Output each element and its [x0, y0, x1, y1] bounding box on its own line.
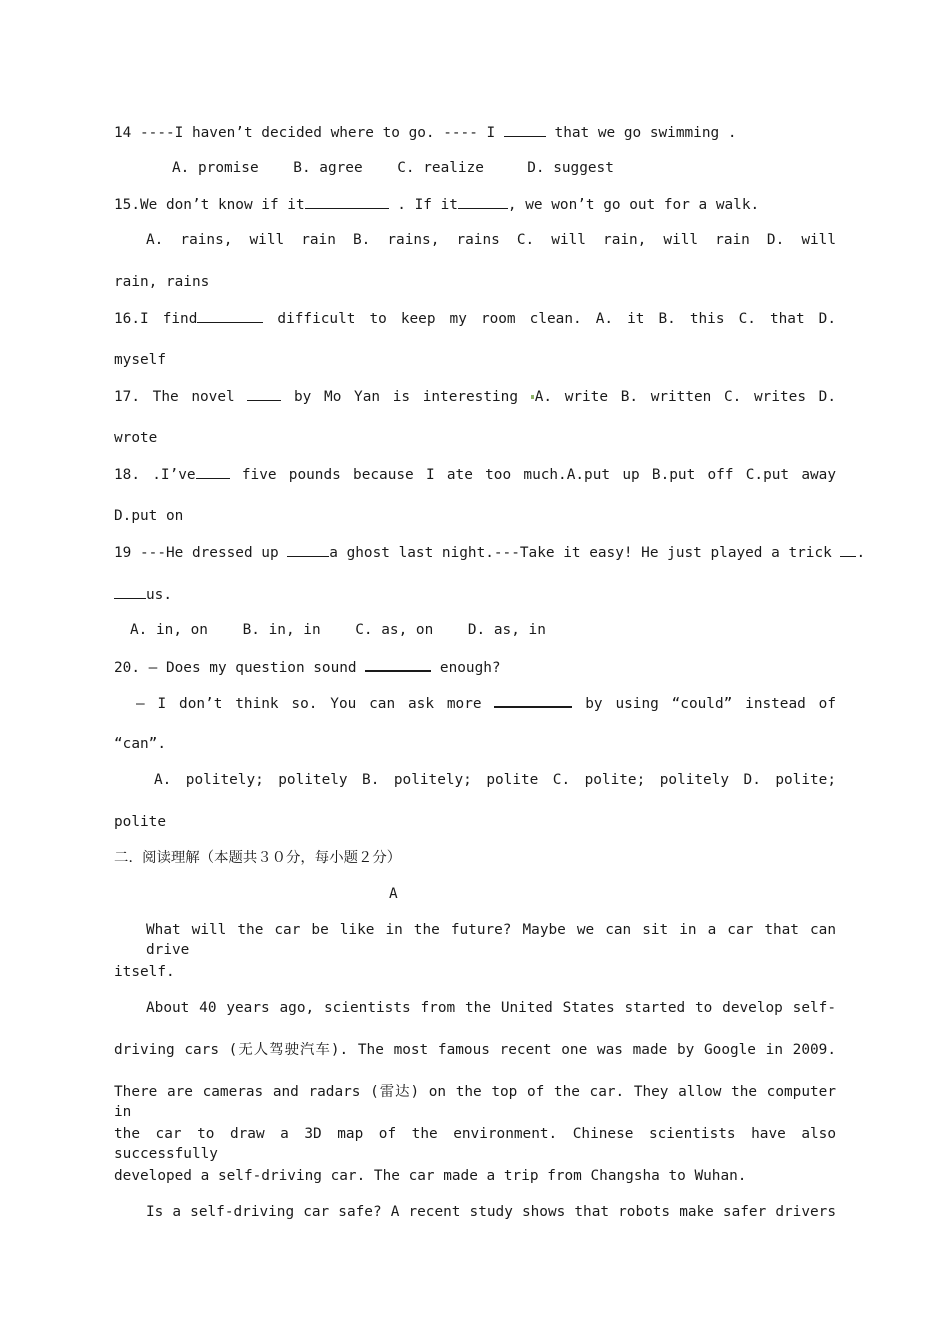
q14-blank — [504, 122, 546, 137]
q19-stem-c: . — [856, 545, 866, 561]
q20-line2-b: by using “could” instead of — [572, 696, 836, 712]
question-14-options: A. promise B. agree C. realize D. suggest — [172, 160, 614, 176]
q19-blank-2-cont — [114, 584, 146, 599]
question-15-options: A. rains, will rain B. rains, rains C. will rain, will rain D. will — [146, 232, 836, 248]
q19-stem-a: 19 ---He dressed up — [114, 545, 288, 561]
q20-line2-a: — I don’t think so. You can ask more — [136, 696, 495, 712]
question-20-options: A. politely; politely B. politely; polite C. polite; politely D. polite; — [154, 772, 836, 788]
q15-blank-1 — [305, 194, 389, 209]
section-heading: 二. 阅读理解（本题共３０分，每小题２分） — [114, 850, 402, 866]
question-20-line2 — [136, 692, 836, 714]
question-15-options-cont: rain, rains — [114, 274, 210, 290]
q17-blank — [247, 386, 281, 401]
q16-stem-a: 16.I find — [114, 311, 198, 327]
passage-p2-line5: developed a self-driving car. The car made a trip from Changsha to Wuhan. — [114, 1168, 747, 1184]
q20-blank-1 — [365, 656, 431, 672]
passage-p2-line2: driving cars (无人驾驶汽车). The most famous recent one was made by Google in 2009. — [114, 1042, 836, 1058]
passage-label: A — [389, 886, 398, 902]
question-19-stem — [114, 542, 865, 563]
question-16-cont: myself — [114, 352, 166, 368]
question-17-cont: wrote — [114, 430, 158, 446]
q17-stem-a: 17. The novel — [114, 389, 248, 405]
q18-stem-a: 18. .I’ve — [114, 467, 196, 483]
question-20-line1 — [114, 656, 501, 678]
q15-blank-2 — [458, 194, 508, 209]
q20-line1-a: 20. — Does my question sound — [114, 660, 366, 676]
question-20-options-cont: polite — [114, 814, 166, 830]
q16-blank — [197, 308, 263, 323]
passage-p3-line1: Is a self-driving car safe? A recent study shows that robots make safer drivers — [146, 1204, 836, 1220]
question-18-cont: D.put on — [114, 508, 184, 524]
q17-stem-b: by Mo Yan is interesting — [281, 389, 531, 405]
passage-p2-line4: the car to draw a 3D map of the environment. Chinese scientists have also successfully — [114, 1126, 836, 1162]
q19-blank-2 — [840, 542, 856, 557]
q20-blank-2 — [494, 692, 572, 708]
question-18-stem — [114, 464, 836, 485]
q17-stem-c: A. write B. written C. writes D. — [534, 389, 837, 405]
passage-p2-line3: There are cameras and radars (雷达) on the top of the car. They allow the computer in — [114, 1084, 836, 1120]
green-mark — [531, 395, 534, 399]
q14-stem-text-end: that we go swimming . — [545, 125, 737, 141]
q16-stem-b: difficult to keep my room clean. A. it B. this C. that D. — [263, 311, 836, 327]
q14-stem-text: 14 ----I haven’t decided where to go. ---- I — [114, 125, 504, 141]
q18-stem-b: five pounds because I ate too much.A.put up B.put off C.put away — [229, 467, 837, 483]
q19-stem-b: a ghost last night.---Take it easy! He just played a trick — [329, 545, 841, 561]
passage-p1-line1: What will the car be like in the future? Maybe we can sit in a car that can drive — [146, 922, 836, 958]
question-15-stem — [114, 194, 759, 215]
q15-stem-c: , we won’t go out for a walk. — [507, 197, 760, 213]
question-17-stem — [114, 386, 836, 407]
q20-line1-b: enough? — [431, 660, 501, 676]
passage-p2-line1: About 40 years ago, scientists from the United States started to develop self- — [146, 1000, 836, 1016]
question-16-stem — [114, 308, 836, 329]
q18-blank — [196, 464, 230, 479]
question-20-line3: “can”. — [114, 736, 166, 752]
q19-blank-1 — [287, 542, 329, 557]
passage-p1-line2: itself. — [114, 964, 175, 980]
q19-cont-text: us. — [146, 587, 172, 603]
question-19-options: A. in, on B. in, in C. as, on D. as, in — [130, 622, 546, 638]
question-14-stem — [114, 122, 737, 143]
q15-stem-b: . If it — [388, 197, 458, 213]
q15-stem-a: 15.We don’t know if it — [114, 197, 305, 213]
question-19-cont — [114, 584, 172, 605]
